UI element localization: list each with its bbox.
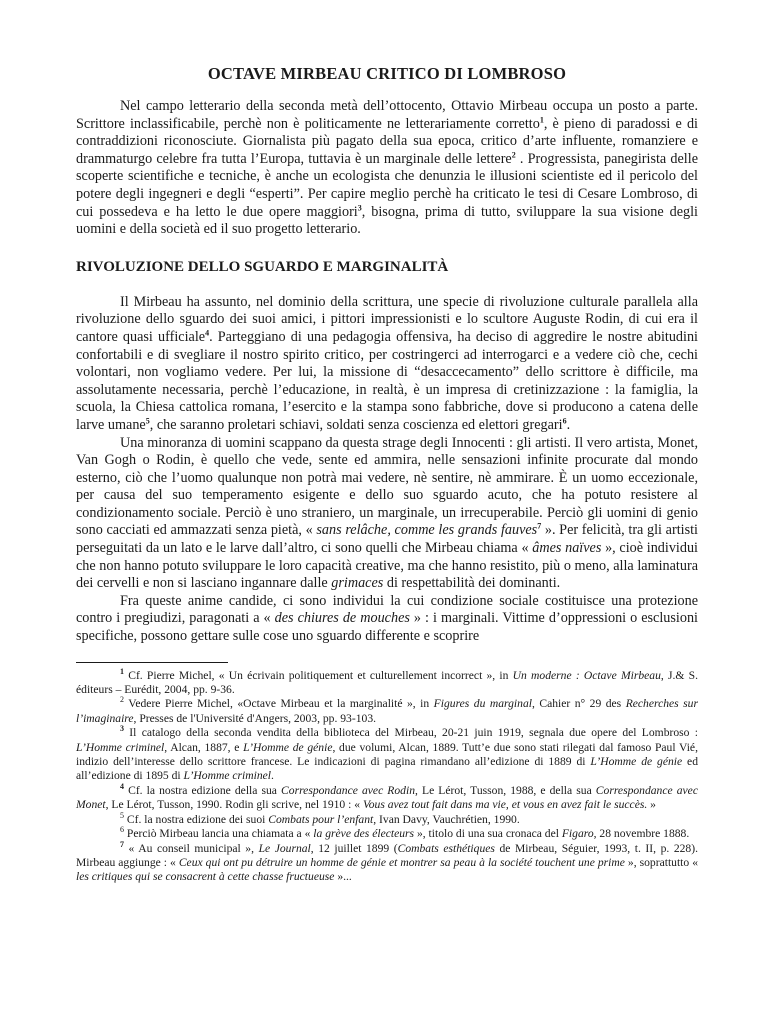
text-run: Cf. Pierre Michel, « Un écrivain politiquement et culturellement incorrect », in <box>124 668 513 682</box>
text-run: di respettabilità dei dominanti. <box>383 575 561 592</box>
text-run: , è pieno di paradossi e di contraddizioni riconosciute. Giornalista più pagato della sua epoca, critico d’arte influente, romanziere e drammaturgo celebre fra tutta l’Europa, tuttavia è un marginale delle lettere <box>76 115 698 167</box>
intro-paragraph <box>76 98 698 239</box>
text-run: . <box>566 416 571 433</box>
italic-run: Un moderne : Octave Mirbeau <box>512 668 661 682</box>
text-run: Cf. la nostra edizione della sua <box>124 783 282 797</box>
footnote-ref-2: 2 <box>511 150 516 160</box>
italic-run: L’Homme criminel <box>76 740 165 754</box>
footnote-6 <box>76 827 698 841</box>
footnote-ref-1: 1 <box>539 114 544 124</box>
text-run: . Parteggiano di una pedagogia offensiva, ha deciso di aggredire le nostre abitudini confortabili e di svegliare il nostro spirito critico, per costringerci ad interrogarci e a vedere ciò che, cechi volontari, non vogliamo vedere. Per lui, la missione di “desaccecamento” dello scrittore è difficile, ma assolutamente necessaria, perchè l’educazione, in realtà, è un impresa di cretinizzazione : la famiglia, la scuola, la Chiesa cattolica romana, l’esercito e la stampa sono fabbriche, dove si producono a catena delle larve umane <box>76 328 699 433</box>
italic-run: grimaces <box>331 575 384 592</box>
footnote-ref-3: 3 <box>357 202 362 212</box>
italic-run: Correspondance avec Monet <box>76 783 698 812</box>
italic-run: Figures du marginal <box>433 697 532 711</box>
text-run: , che saranno proletari schiavi, soldati senza coscienza ed elettori gregari <box>149 416 563 433</box>
footnote-4 <box>76 784 698 813</box>
footnote-number: 1 <box>120 666 124 676</box>
footnote-ref-5: 5 <box>145 416 150 426</box>
text-run: Vedere Pierre Michel, «Octave Mirbeau et la marginalité », in <box>124 697 434 711</box>
italic-run: Correspondance avec Rodin <box>281 783 415 797</box>
text-run: ». Per felicità, tra gli artisti perseguitati da un lato e le larve dall’altro, ci sono quelli che Mirbeau chiama « <box>76 522 698 557</box>
italic-run: L’Homme criminel <box>183 769 272 783</box>
text-run: , Cahier n° 29 des <box>531 697 626 711</box>
italic-run: Recherches sur l’imaginaire <box>76 697 698 725</box>
footnote-ref-7: 7 <box>537 521 542 531</box>
text-run: » : i marginali. Vittime d’oppressioni o esclusioni specifiche, possono gettare sulle cose uno sguardo differente e scoprire <box>76 610 698 645</box>
footnote-2 <box>76 697 698 726</box>
footnote-separator <box>76 662 228 663</box>
footnote-number: 5 <box>120 810 124 820</box>
footnote-number: 3 <box>120 724 124 734</box>
document-page <box>76 64 698 885</box>
text-run: ed all’edizione di 1895 di <box>76 755 698 783</box>
text-run: Il catalogo della seconda vendita della biblioteca del Mirbeau, 20-21 juin 1919, segnala due opere del Lombroso : <box>124 726 698 740</box>
italic-run: âmes naïves <box>532 540 602 557</box>
footnote-ref-6: 6 <box>562 416 567 426</box>
footnote-5 <box>76 810 698 827</box>
section-heading: RIVOLUZIONE DELLO SGUARDO E MARGINALITÀ <box>76 258 449 275</box>
italic-run: L’Homme de génie <box>590 755 683 769</box>
text-run: . Progressista, panegirista delle scoperte scientifiche e tecniche, è anche un ecologista che denunzia le illusioni scientiste ed il pericolo del potere degli ingegneri e degli “esperti”. Per capire meglio perchè ha criticato le tesi di Cesare Lombroso, di cui possedeva e ha letto le due opere maggiori <box>76 150 698 220</box>
italic-run: sans relâche, comme les grands fauves <box>316 522 538 539</box>
italic-run: Ceux qui ont pu détruire un homme de génie et montrer sa peau à la société touchent une prime <box>178 855 625 869</box>
italic-run: des chiures de mouches <box>274 610 410 627</box>
text-run: , bisogna, prima di tutto, sviluppare la sua visione degli uomini e della società ed il suo progetto letterario. <box>76 203 698 238</box>
text-run: »... <box>334 870 352 884</box>
text-run: Perciò Mirbeau lancia una chiamata a « <box>124 827 314 841</box>
text-run: , Presses de l'Université d'Angers, 2003, pp. 93-103. <box>133 711 377 725</box>
text-run: Nel campo letterario della seconda metà dell’ottocento, Ottavio Mirbeau occupa un posto a parte. Scrittore inclassificabile, perchè non è politicamente ne letterariamente corretto <box>76 98 698 132</box>
text-run: , Ivan Davy, Vauchrétien, 1990. <box>373 812 520 826</box>
italic-run: L’Homme de génie <box>243 740 333 754</box>
italic-run: Combats pour l’enfant <box>268 812 374 826</box>
footnote-number: 4 <box>120 782 124 792</box>
footnote-ref-4: 4 <box>205 328 210 338</box>
text-run: , 12 juillet 1899 ( <box>310 841 398 855</box>
footnote-1 <box>76 666 698 698</box>
italic-run: les critiques qui se consacrent à cette chasse fructueuse <box>76 870 335 884</box>
text-run: Cf. la nostra edizione dei suoi <box>124 812 269 826</box>
text-run: Il Mirbeau ha assunto, nel dominio della scrittura, une specie di rivoluzione culturale parallela alla rivoluzione dello sguardo dei suoi amici, i pittori impressionisti e lo scultore Auguste Rodin, di cui era il cantore quasi ufficiale <box>76 293 698 345</box>
footnote-7 <box>76 839 699 885</box>
text-run: », cioè individui che non hanno potuto sviluppare le loro capacità creative, ma che hanno resistito, più o meno, alla laminatura dei cervelli e non si lasciano ingannare dalle <box>76 540 699 592</box>
body-paragraph-3 <box>76 593 698 646</box>
text-run: » <box>647 798 656 812</box>
italic-run: la grève des électeurs <box>313 827 415 841</box>
footnote-number: 7 <box>120 839 124 849</box>
body-paragraph-1 <box>76 294 698 435</box>
italic-run: Combats esthétiques <box>397 841 495 855</box>
text-run: de Mirbeau, Séguier, 1993, t. II, p. 228). Mirbeau aggiunge : « <box>76 841 698 869</box>
footnote-number: 2 <box>120 695 124 705</box>
text-run: , Alcan, 1887, e <box>164 740 244 754</box>
text-run: Fra queste anime candide, ci sono individui la cui condizione sociale costituisce una protezione contro i pregiudizi, paragonati a « <box>76 592 698 627</box>
footnote-3 <box>76 726 698 784</box>
text-run: , due volumi, Alcan, 1889. Tutt’e due sono stati rilegati dal famoso Paul Vié, indizio dell’interesse dello scrittore francese. Le indicazioni di pagina rimandano all’edizione di 1889 di <box>76 740 698 769</box>
italic-run: Vous avez tout fait dans ma vie, et vous en avez fait le succès. <box>362 798 648 812</box>
text-run: , Le Lérot, Tusson, 1988, e della sua <box>415 783 596 797</box>
text-run: , Le Lérot, Tusson, 1990. Rodin gli scrive, nel 1910 : « <box>105 798 363 812</box>
body-paragraph-2 <box>76 435 698 593</box>
document-title: OCTAVE MIRBEAU CRITICO DI LOMBROSO <box>207 64 567 83</box>
italic-run: Figaro <box>561 827 594 841</box>
text-run: , J.& S. éditeurs – Eurédit, 2004, pp. 9-36. <box>76 668 698 697</box>
text-run: . <box>271 769 274 783</box>
text-run: , 28 novembre 1888. <box>593 827 690 841</box>
text-run: », titolo di una sua cronaca del <box>414 827 562 841</box>
text-run: Una minoranza di uomini scappano da questa strage degli Innocenti : gli artisti. Il vero artista, Monet, Van Gogh o Rodin, è quello che vede, sente ed ammira, nelle sensazioni infinite procurate dal mondo esterno, ciò che l’uomo qualunque non potrà mai vedere, nè sentire, nè ammirare. È un uomo eccezionale, per causa del suo temperamento esigente e dello suo sguardo acuto, che ha potuto resistere al condizionamento sociale. Perciò è uno straniero, un marginale, un irrecuperabile. Perciò gli uomini di genio sono cacciati ed ammazzati senza pietà, « <box>76 434 698 539</box>
text-run: « Au conseil municipal », <box>124 841 259 855</box>
footnote-number: 6 <box>120 825 124 835</box>
text-run: », soprattutto « <box>624 855 699 869</box>
italic-run: Le Journal <box>258 841 311 855</box>
